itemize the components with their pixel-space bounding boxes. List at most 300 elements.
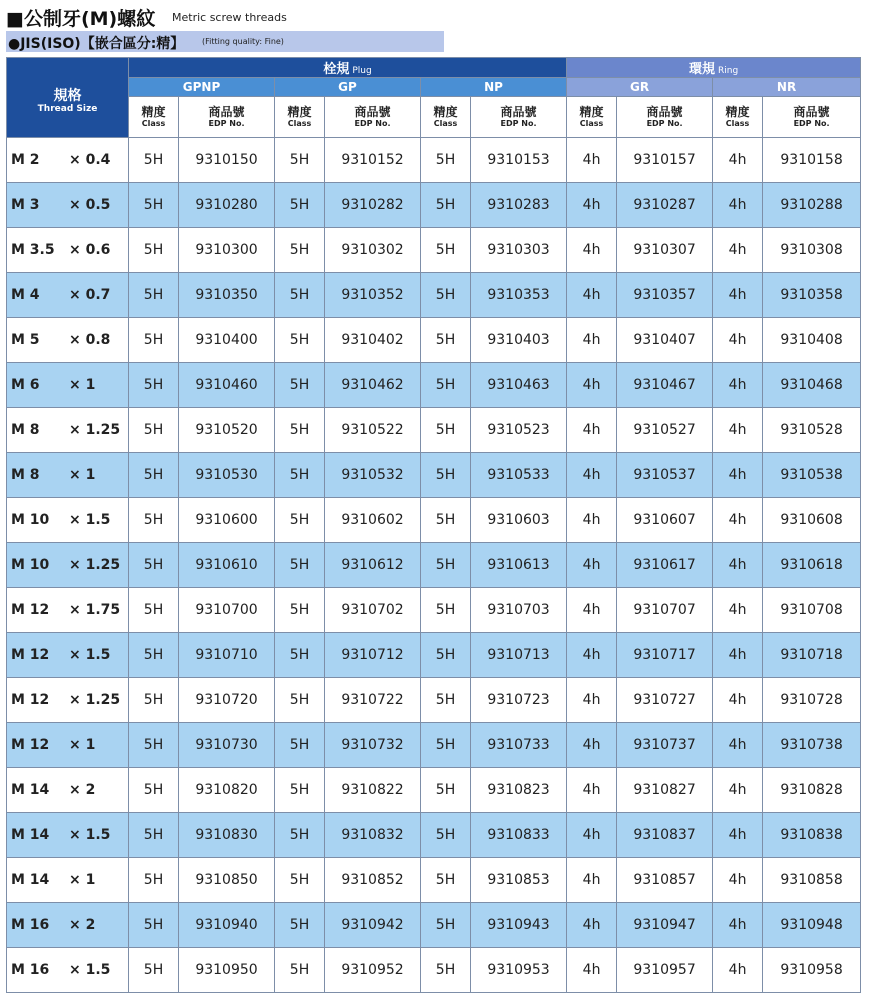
class-cell: 5H (275, 408, 325, 453)
ring-header-en: Ring (717, 66, 739, 76)
edp-header (763, 97, 861, 138)
table-row (7, 858, 861, 903)
edp-number-cell: 9310707 (617, 588, 713, 633)
thread-pitch: × 1.25 (69, 692, 121, 708)
thread-size-cell (7, 543, 129, 588)
edp-number-cell: 9310857 (617, 858, 713, 903)
class-cell: 5H (129, 408, 179, 453)
class-cell: 4h (713, 363, 763, 408)
thread-size-cell (7, 363, 129, 408)
edp-number-cell: 9310602 (325, 498, 421, 543)
edp-number-cell: 9310712 (325, 633, 421, 678)
thread-diameter: M 8 (11, 467, 40, 483)
edp-number-cell: 9310532 (325, 453, 421, 498)
class-cell: 5H (129, 723, 179, 768)
edp-number-cell: 9310530 (179, 453, 275, 498)
class-cell: 5H (129, 138, 179, 183)
edp-number-cell: 9310947 (617, 903, 713, 948)
type-header-np: NP (421, 78, 567, 97)
edp-header-jp: 商品號 (793, 105, 830, 119)
class-cell: 5H (275, 543, 325, 588)
class-cell: 4h (567, 273, 617, 318)
edp-number-cell: 9310737 (617, 723, 713, 768)
class-cell: 4h (567, 813, 617, 858)
class-cell: 5H (421, 678, 471, 723)
class-cell: 4h (567, 543, 617, 588)
thread-diameter: M 6 (11, 377, 40, 393)
edp-number-cell: 9310940 (179, 903, 275, 948)
thread-pitch: × 1 (69, 377, 96, 393)
table-row (7, 768, 861, 813)
edp-number-cell: 9310613 (471, 543, 567, 588)
edp-number-cell: 9310618 (763, 543, 861, 588)
class-cell: 5H (129, 363, 179, 408)
plug-header-en: Plug (352, 66, 372, 76)
thread-diameter: M 12 (11, 737, 50, 753)
thread-size-cell (7, 813, 129, 858)
table-row (7, 678, 861, 723)
edp-number-cell: 9310838 (763, 813, 861, 858)
edp-number-cell: 9310283 (471, 183, 567, 228)
class-cell: 4h (567, 183, 617, 228)
edp-header-jp: 商品號 (208, 105, 245, 119)
thread-size-cell (7, 318, 129, 363)
class-cell: 4h (567, 768, 617, 813)
thread-size-header-en: Thread Size (37, 103, 98, 114)
class-cell: 5H (421, 273, 471, 318)
table-row (7, 588, 861, 633)
class-cell: 5H (275, 273, 325, 318)
class-cell: 5H (275, 723, 325, 768)
edp-number-cell: 9310460 (179, 363, 275, 408)
class-cell: 5H (275, 768, 325, 813)
class-cell: 5H (129, 498, 179, 543)
edp-number-cell: 9310822 (325, 768, 421, 813)
class-cell: 5H (275, 453, 325, 498)
edp-number-cell: 9310837 (617, 813, 713, 858)
edp-number-cell: 9310538 (763, 453, 861, 498)
class-cell: 5H (421, 363, 471, 408)
thread-diameter: M 10 (11, 512, 50, 528)
table-row (7, 453, 861, 498)
edp-header-en: EDP No. (793, 119, 830, 128)
edp-number-cell: 9310357 (617, 273, 713, 318)
thread-diameter: M 16 (11, 917, 50, 933)
standard-note: (Fitting quality: Fine) (202, 37, 284, 46)
edp-number-cell: 9310733 (471, 723, 567, 768)
edp-number-cell: 9310403 (471, 318, 567, 363)
table-body (7, 138, 861, 993)
thread-pitch: × 1.25 (69, 422, 121, 438)
thread-diameter: M 10 (11, 557, 50, 573)
thread-pitch: × 1.5 (69, 647, 111, 663)
class-cell: 5H (421, 498, 471, 543)
class-header-jp: 精度 (579, 105, 604, 119)
edp-number-cell: 9310820 (179, 768, 275, 813)
thread-diameter: M 14 (11, 872, 50, 888)
thread-pitch: × 1.5 (69, 827, 111, 843)
thread-diameter: M 4 (11, 287, 40, 303)
edp-number-cell: 9310408 (763, 318, 861, 363)
edp-number-cell: 9310720 (179, 678, 275, 723)
edp-number-cell: 9310858 (763, 858, 861, 903)
edp-number-cell: 9310288 (763, 183, 861, 228)
edp-header (179, 97, 275, 138)
class-cell: 5H (275, 948, 325, 993)
thread-size-cell (7, 723, 129, 768)
class-cell: 5H (275, 858, 325, 903)
class-cell: 4h (713, 498, 763, 543)
edp-number-cell: 9310302 (325, 228, 421, 273)
thread-diameter: M 12 (11, 602, 50, 618)
thread-size-cell (7, 633, 129, 678)
class-cell: 4h (567, 498, 617, 543)
class-cell: 4h (713, 228, 763, 273)
class-cell: 5H (421, 138, 471, 183)
edp-number-cell: 9310600 (179, 498, 275, 543)
class-cell: 5H (421, 633, 471, 678)
class-cell: 5H (275, 498, 325, 543)
thread-pitch: × 0.6 (69, 242, 111, 258)
thread-diameter: M 5 (11, 332, 40, 348)
class-cell: 4h (713, 723, 763, 768)
class-header (713, 97, 763, 138)
edp-number-cell: 9310152 (325, 138, 421, 183)
class-cell: 5H (129, 858, 179, 903)
class-cell: 4h (713, 678, 763, 723)
edp-number-cell: 9310953 (471, 948, 567, 993)
class-cell: 4h (567, 318, 617, 363)
class-cell: 4h (713, 408, 763, 453)
edp-number-cell: 9310150 (179, 138, 275, 183)
thread-diameter: M 12 (11, 647, 50, 663)
class-cell: 5H (129, 453, 179, 498)
class-cell: 5H (421, 723, 471, 768)
class-cell: 5H (129, 768, 179, 813)
edp-header-jp: 商品號 (646, 105, 683, 119)
edp-number-cell: 9310528 (763, 408, 861, 453)
class-header-en: Class (433, 119, 458, 128)
edp-number-cell: 9310727 (617, 678, 713, 723)
edp-number-cell: 9310402 (325, 318, 421, 363)
edp-number-cell: 9310828 (763, 768, 861, 813)
edp-number-cell: 9310730 (179, 723, 275, 768)
thread-diameter: M 14 (11, 827, 50, 843)
table-row (7, 723, 861, 768)
edp-number-cell: 9310728 (763, 678, 861, 723)
class-cell: 5H (421, 543, 471, 588)
class-cell: 4h (567, 633, 617, 678)
thread-size-cell (7, 858, 129, 903)
class-cell: 4h (713, 183, 763, 228)
class-cell: 5H (129, 183, 179, 228)
standard-bar (6, 31, 444, 52)
edp-number-cell: 9310520 (179, 408, 275, 453)
class-cell: 5H (129, 588, 179, 633)
thread-diameter: M 16 (11, 962, 50, 978)
class-cell: 5H (129, 633, 179, 678)
class-cell: 4h (567, 948, 617, 993)
class-cell: 5H (275, 903, 325, 948)
class-header-en: Class (579, 119, 604, 128)
thread-size-cell (7, 273, 129, 318)
edp-number-cell: 9310703 (471, 588, 567, 633)
edp-header-en: EDP No. (646, 119, 683, 128)
thread-size-header-jp: 規格 (53, 87, 82, 104)
class-cell: 5H (129, 948, 179, 993)
class-cell: 4h (567, 408, 617, 453)
thread-size-cell (7, 903, 129, 948)
edp-number-cell: 9310722 (325, 678, 421, 723)
edp-number-cell: 9310462 (325, 363, 421, 408)
edp-number-cell: 9310948 (763, 903, 861, 948)
edp-number-cell: 9310610 (179, 543, 275, 588)
class-cell: 4h (567, 228, 617, 273)
edp-header-en: EDP No. (208, 119, 245, 128)
edp-number-cell: 9310700 (179, 588, 275, 633)
table-row (7, 228, 861, 273)
edp-header (325, 97, 421, 138)
class-cell: 4h (567, 858, 617, 903)
class-cell: 4h (713, 948, 763, 993)
edp-number-cell: 9310303 (471, 228, 567, 273)
edp-number-cell: 9310943 (471, 903, 567, 948)
edp-number-cell: 9310353 (471, 273, 567, 318)
class-cell: 5H (421, 768, 471, 813)
table-row (7, 318, 861, 363)
class-header-jp: 精度 (725, 105, 750, 119)
edp-number-cell: 9310830 (179, 813, 275, 858)
class-cell: 4h (713, 858, 763, 903)
edp-number-cell: 9310958 (763, 948, 861, 993)
type-header-gp: GP (275, 78, 421, 97)
class-header-en: Class (287, 119, 312, 128)
edp-number-cell: 9310957 (617, 948, 713, 993)
class-header (129, 97, 179, 138)
class-header-en: Class (141, 119, 166, 128)
thread-diameter: M 12 (11, 692, 50, 708)
thread-diameter: M 14 (11, 782, 50, 798)
edp-number-cell: 9310833 (471, 813, 567, 858)
class-cell: 5H (421, 408, 471, 453)
edp-header (617, 97, 713, 138)
class-cell: 5H (421, 813, 471, 858)
edp-number-cell: 9310153 (471, 138, 567, 183)
type-header-gpnp: GPNP (129, 78, 275, 97)
edp-number-cell: 9310617 (617, 543, 713, 588)
thread-size-cell (7, 678, 129, 723)
edp-header-jp: 商品號 (500, 105, 537, 119)
thread-pitch: × 1.5 (69, 512, 111, 528)
thread-pitch: × 0.5 (69, 197, 111, 213)
class-cell: 5H (275, 633, 325, 678)
class-cell: 5H (275, 183, 325, 228)
class-cell: 5H (129, 903, 179, 948)
edp-number-cell: 9310158 (763, 138, 861, 183)
class-header-en: Class (725, 119, 750, 128)
thread-size-cell (7, 138, 129, 183)
class-header-jp: 精度 (287, 105, 312, 119)
edp-number-cell: 9310723 (471, 678, 567, 723)
class-cell: 4h (567, 138, 617, 183)
table-row (7, 948, 861, 993)
edp-header-en: EDP No. (354, 119, 391, 128)
table-row (7, 633, 861, 678)
edp-number-cell: 9310468 (763, 363, 861, 408)
edp-number-cell: 9310738 (763, 723, 861, 768)
thread-diameter: M 8 (11, 422, 40, 438)
thread-size-cell (7, 768, 129, 813)
thread-pitch: × 2 (69, 782, 96, 798)
class-cell: 5H (421, 858, 471, 903)
page-subtitle: Metric screw threads (172, 11, 287, 24)
edp-header (471, 97, 567, 138)
thread-size-cell (7, 588, 129, 633)
thread-diameter: M 2 (11, 152, 40, 168)
thread-size-cell (7, 948, 129, 993)
edp-number-cell: 9310350 (179, 273, 275, 318)
class-cell: 4h (567, 678, 617, 723)
class-cell: 5H (421, 948, 471, 993)
class-cell: 5H (129, 813, 179, 858)
class-cell: 4h (567, 588, 617, 633)
edp-number-cell: 9310713 (471, 633, 567, 678)
edp-number-cell: 9310607 (617, 498, 713, 543)
thread-diameter: M 3 (11, 197, 40, 213)
class-cell: 4h (567, 363, 617, 408)
class-cell: 5H (421, 588, 471, 633)
thread-size-cell (7, 498, 129, 543)
edp-number-cell: 9310537 (617, 453, 713, 498)
thread-pitch: × 0.4 (69, 152, 111, 168)
edp-number-cell: 9310287 (617, 183, 713, 228)
table-row (7, 498, 861, 543)
class-cell: 5H (421, 318, 471, 363)
class-cell: 5H (421, 228, 471, 273)
class-cell: 4h (713, 453, 763, 498)
table-row (7, 813, 861, 858)
table-row (7, 363, 861, 408)
ring-group-header (567, 58, 861, 78)
class-cell: 4h (567, 453, 617, 498)
page-header (0, 0, 869, 30)
thread-pitch: × 0.8 (69, 332, 111, 348)
edp-number-cell: 9310608 (763, 498, 861, 543)
class-cell: 5H (275, 588, 325, 633)
edp-header-jp: 商品號 (354, 105, 391, 119)
table-row (7, 903, 861, 948)
class-cell: 4h (713, 543, 763, 588)
edp-number-cell: 9310717 (617, 633, 713, 678)
table-row (7, 408, 861, 453)
class-cell: 5H (275, 813, 325, 858)
class-cell: 5H (421, 453, 471, 498)
thread-pitch: × 1.75 (69, 602, 121, 618)
standard-label: ●JIS(ISO)【嵌合區分:精】 (8, 36, 185, 52)
thread-size-header (7, 58, 129, 138)
class-cell: 4h (713, 588, 763, 633)
edp-number-cell: 9310942 (325, 903, 421, 948)
edp-number-cell: 9310952 (325, 948, 421, 993)
edp-number-cell: 9310407 (617, 318, 713, 363)
edp-number-cell: 9310827 (617, 768, 713, 813)
edp-number-cell: 9310307 (617, 228, 713, 273)
edp-number-cell: 9310352 (325, 273, 421, 318)
ring-header-jp: 環規 (688, 62, 715, 77)
edp-number-cell: 9310612 (325, 543, 421, 588)
class-cell: 4h (713, 633, 763, 678)
class-header (275, 97, 325, 138)
thread-size-cell (7, 228, 129, 273)
edp-number-cell: 9310852 (325, 858, 421, 903)
class-cell: 5H (129, 273, 179, 318)
thread-pitch: × 2 (69, 917, 96, 933)
class-cell: 4h (713, 903, 763, 948)
class-header-jp: 精度 (433, 105, 458, 119)
plug-header-jp: 栓規 (323, 62, 350, 77)
edp-header-en: EDP No. (500, 119, 537, 128)
edp-number-cell: 9310950 (179, 948, 275, 993)
class-header (567, 97, 617, 138)
thread-diameter: M 3.5 (11, 242, 55, 258)
edp-number-cell: 9310308 (763, 228, 861, 273)
class-cell: 5H (129, 543, 179, 588)
thread-pitch: × 1.25 (69, 557, 121, 573)
edp-number-cell: 9310282 (325, 183, 421, 228)
class-cell: 5H (421, 903, 471, 948)
edp-number-cell: 9310400 (179, 318, 275, 363)
table-row (7, 273, 861, 318)
class-cell: 5H (275, 228, 325, 273)
edp-number-cell: 9310157 (617, 138, 713, 183)
edp-number-cell: 9310463 (471, 363, 567, 408)
edp-number-cell: 9310710 (179, 633, 275, 678)
edp-number-cell: 9310523 (471, 408, 567, 453)
class-cell: 5H (275, 678, 325, 723)
class-cell: 4h (713, 768, 763, 813)
class-cell: 4h (713, 273, 763, 318)
thread-pitch: × 1 (69, 872, 96, 888)
thread-pitch: × 1.5 (69, 962, 111, 978)
edp-number-cell: 9310702 (325, 588, 421, 633)
edp-number-cell: 9310823 (471, 768, 567, 813)
plug-group-header (129, 58, 567, 78)
table-row (7, 543, 861, 588)
edp-number-cell: 9310718 (763, 633, 861, 678)
class-cell: 5H (275, 318, 325, 363)
table-header (7, 58, 861, 138)
thread-pitch: × 1 (69, 467, 96, 483)
edp-number-cell: 9310467 (617, 363, 713, 408)
type-header-nr: NR (713, 78, 861, 97)
class-cell: 4h (713, 138, 763, 183)
edp-number-cell: 9310533 (471, 453, 567, 498)
thread-pitch: × 1 (69, 737, 96, 753)
class-cell: 5H (275, 363, 325, 408)
type-header-gr: GR (567, 78, 713, 97)
class-header (421, 97, 471, 138)
edp-number-cell: 9310300 (179, 228, 275, 273)
thread-pitch: × 0.7 (69, 287, 111, 303)
page-title: ■公制牙(M)螺紋 (6, 8, 156, 30)
edp-number-cell: 9310708 (763, 588, 861, 633)
edp-number-cell: 9310732 (325, 723, 421, 768)
edp-number-cell: 9310853 (471, 858, 567, 903)
thread-size-cell (7, 183, 129, 228)
edp-number-cell: 9310603 (471, 498, 567, 543)
table-row (7, 138, 861, 183)
class-cell: 5H (421, 183, 471, 228)
